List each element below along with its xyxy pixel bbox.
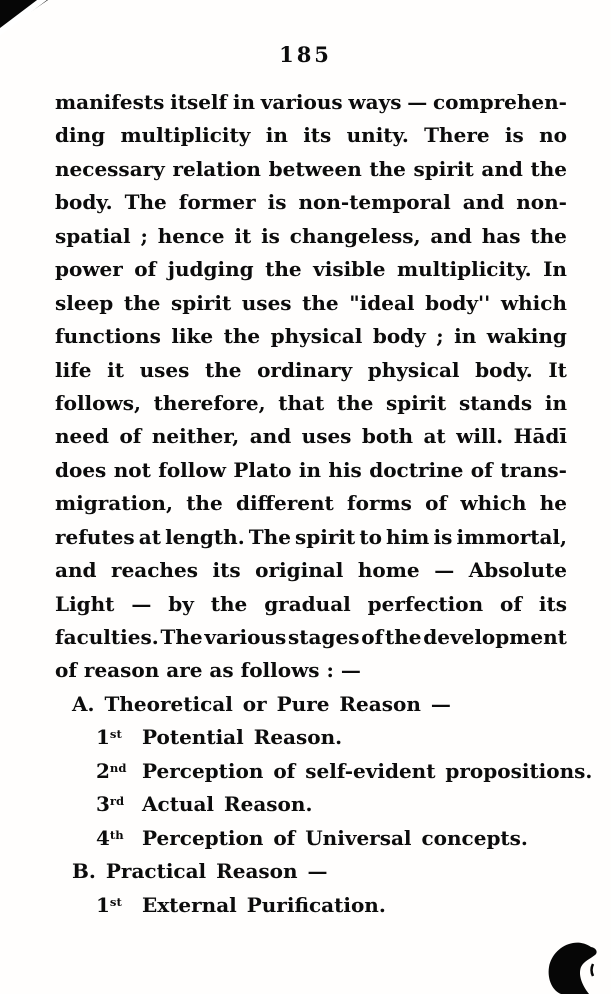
- outline-section-label: A.: [72, 691, 95, 716]
- paragraph-last-line: of reason are as follows : —: [55, 658, 361, 683]
- text-line: follows, therefore, that the spirit stands in: [55, 390, 567, 415]
- text-line: need of neither, and uses both at will. Hādī: [55, 424, 567, 449]
- outline-section-title: Theoretical or Pure Reason —: [104, 691, 451, 716]
- text-line: spatial ; hence it is changeless, and has the: [55, 223, 567, 248]
- outline-item-text: Potential Reason.: [142, 725, 343, 750]
- outline-item-ordinal: 1st: [96, 725, 122, 750]
- text-line: power of judging the visible multiplicity. In: [55, 257, 567, 282]
- outline-item-text: External Purification.: [142, 892, 386, 917]
- page-corner-fold-artifact: [0, 0, 52, 36]
- outline-section-b: [55, 855, 567, 888]
- outline-section-label: B.: [72, 859, 96, 884]
- text-line: Light — by the gradual perfection of its: [55, 591, 567, 616]
- outline-item-text: Actual Reason.: [142, 792, 313, 817]
- scan-smudge-artifact: [540, 935, 611, 994]
- outline-item-text: Perception of Universal concepts.: [142, 825, 528, 850]
- outline-item: [55, 889, 567, 922]
- outline-item-text: Perception of self-evident propositions.: [142, 758, 593, 783]
- text-line: and reaches its original home — Absolute: [55, 558, 567, 583]
- outline-item-ordinal: 3rd: [96, 792, 125, 817]
- outline-item: [55, 755, 593, 788]
- outline-item: [55, 721, 567, 754]
- text-line: body. The former is non-temporal and non-: [55, 190, 567, 215]
- text-line: faculties. The various stages of the development: [55, 625, 567, 649]
- text-line: does not follow Plato in his doctrine of trans-: [55, 457, 567, 482]
- text-line: life it uses the ordinary physical body. It: [55, 357, 567, 382]
- text-line: functions like the physical body ; in waking: [55, 324, 567, 349]
- text-line: migration, the different forms of which he: [55, 491, 567, 516]
- text-line: ding multiplicity in its unity. There is no: [55, 123, 567, 148]
- outline-item: [55, 822, 567, 855]
- page-number: 185: [279, 42, 332, 67]
- outline-item: [55, 788, 567, 821]
- outline-item-ordinal: 1st: [96, 892, 122, 917]
- page-content: [55, 86, 593, 922]
- text-line: necessary relation between the spirit and the: [55, 156, 567, 181]
- text-line: sleep the spirit uses the "ideal body'' which: [55, 290, 567, 315]
- outline-item-ordinal: 2nd: [96, 758, 127, 783]
- text-line: manifests itself in various ways — comprehen-: [55, 90, 567, 114]
- outline-section-title: Practical Reason —: [105, 859, 328, 884]
- outline-section-a: [55, 688, 567, 721]
- text-line: refutes at length. The spirit to him is immortal,: [55, 524, 567, 549]
- outline-item-ordinal: 4th: [96, 825, 124, 850]
